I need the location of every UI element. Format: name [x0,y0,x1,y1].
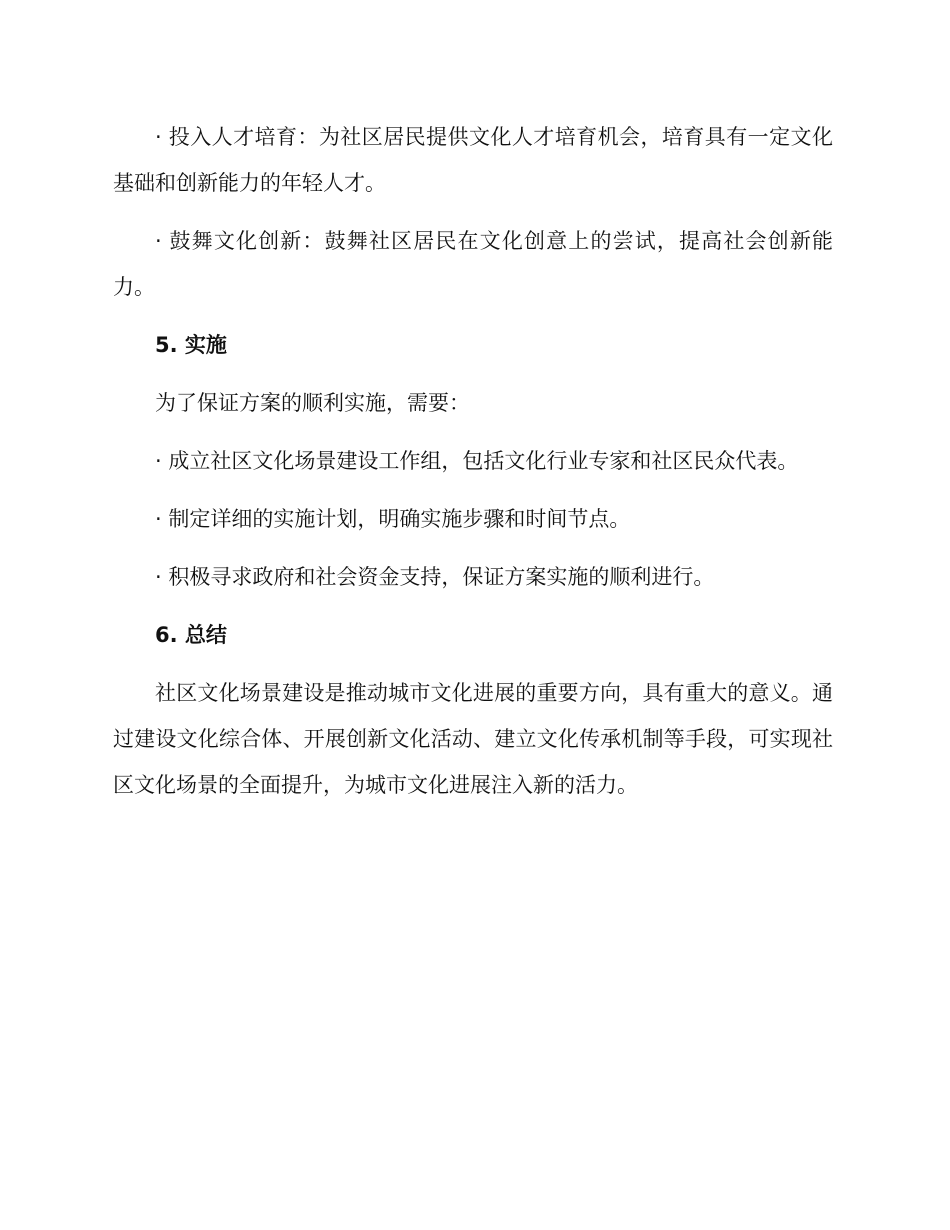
bullet-talent-cultivation: · 投入人才培育：为社区居民提供文化人才培育机会，培育具有一定文化基础和创新能力的年轻人才。 [113,125,833,195]
bullet-working-group: · 成立社区文化场景建设工作组，包括文化行业专家和社区民众代表。 [155,449,799,473]
bullet-encourage-innovation: · 鼓舞文化创新：鼓舞社区居民在文化创意上的尝试，提高社会创新能力。 [113,229,833,299]
section-heading-summary: 6. 总结 [155,623,227,647]
document-body [113,114,833,808]
bullet-funding-support: · 积极寻求政府和社会资金支持，保证方案实施的顺利进行。 [155,565,715,589]
section-heading-implementation: 5. 实施 [155,333,227,357]
summary-paragraph: 社区文化场景建设是推动城市文化进展的重要方向，具有重大的意义。通过建设文化综合体、开展创新文化活动、建立文化传承机制等手段，可实现社区文化场景的全面提升，为城市文化进展注入新的活力。 [113,681,833,797]
bullet-implementation-plan: · 制定详细的实施计划，明确实施步骤和时间节点。 [155,507,631,531]
implementation-intro: 为了保证方案的顺利实施，需要： [155,391,470,415]
